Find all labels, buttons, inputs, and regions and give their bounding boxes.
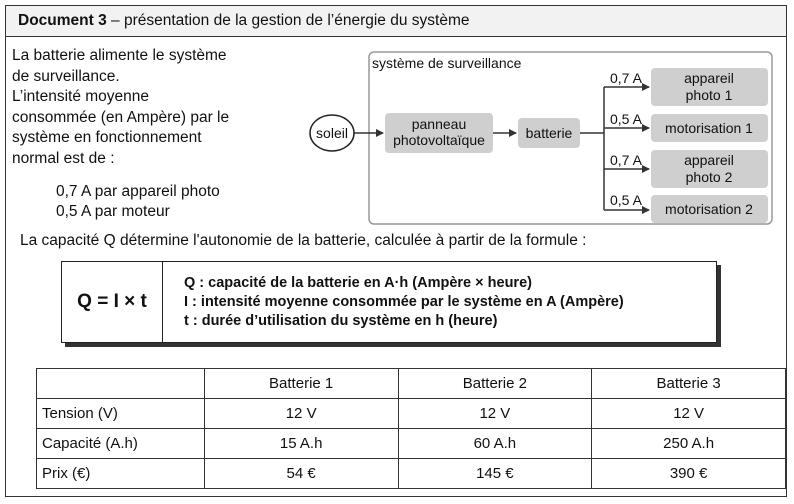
table-cell: 12 V (398, 399, 592, 429)
table-cell: 250 A.h (592, 429, 786, 459)
intro-line: La batterie alimente le système (12, 47, 227, 64)
batterie-label: batterie (525, 125, 573, 141)
table-row (37, 399, 786, 429)
current-label-4: 0,5 A (610, 192, 642, 208)
title-rest: – présentation de la gestion de l’énergie du système (106, 12, 470, 29)
intro-line: système en fonctionnement (12, 129, 202, 146)
header-cell: Batterie 2 (398, 369, 592, 399)
header-cell: Batterie 1 (204, 369, 398, 399)
intro-line: consommée (en Ampère) par le (12, 108, 230, 126)
frame-title: système de surveillance (372, 55, 522, 71)
definition-t: t : durée d’utilisation du système en h (heure) (184, 313, 498, 329)
table-header-row (37, 369, 786, 399)
table-cell: 60 A.h (398, 429, 592, 459)
table-cell: 12 V (204, 399, 398, 429)
soleil-label: soleil (316, 125, 348, 141)
value-photo: 0,7 A par appareil photo (56, 183, 220, 200)
motorisation-2-label: motorisation 2 (665, 201, 753, 217)
table-cell: 15 A.h (204, 429, 398, 459)
intro-line: de surveillance. (12, 67, 120, 85)
table-cell: 145 € (398, 459, 592, 489)
current-label-2: 0,5 A (610, 111, 642, 127)
formula-definitions (184, 274, 624, 331)
table-row (37, 459, 786, 489)
value-motor: 0,5 A par moteur (56, 203, 170, 220)
motorisation-1-label: motorisation 1 (665, 120, 753, 136)
table-cell: 54 € (204, 459, 398, 489)
table-cell: 390 € (592, 459, 786, 489)
row-label: Prix (€) (37, 459, 205, 489)
appareil-photo-2-label-1: appareil (684, 152, 734, 168)
header-cell: Batterie 3 (592, 369, 786, 399)
intro-line: normal est de : (12, 149, 115, 167)
table-cell: 12 V (592, 399, 786, 429)
table-row (37, 429, 786, 459)
battery-table (36, 368, 786, 489)
row-label: Tension (V) (37, 399, 205, 429)
definition-q: Q : capacité de la batterie en A·h (Ampère × heure) (184, 275, 532, 291)
formula-intro: La capacité Q détermine l'autonomie de la batterie, calculée à partir de la formule : (20, 232, 587, 249)
formula-main: Q = I × t (62, 262, 163, 342)
panneau-label-1: panneau (411, 116, 467, 132)
document-frame (5, 5, 787, 497)
energy-diagram (6, 6, 786, 236)
current-label-1: 0,7 A (610, 70, 642, 86)
row-label: Capacité (A.h) (37, 429, 205, 459)
current-label-3: 0,7 A (610, 152, 642, 168)
title-bold: Document 3 (18, 12, 107, 29)
definition-i: I : intensité moyenne consommée par le système en A (Ampère) (184, 294, 624, 310)
appareil-photo-1-label-1: appareil (684, 70, 734, 86)
formula-box (61, 261, 717, 343)
intro-line: L’intensité moyenne (12, 88, 150, 105)
header-cell (37, 369, 205, 399)
panneau-label-2: photovoltaïque (393, 132, 485, 148)
appareil-photo-2-label-2: photo 2 (685, 169, 733, 185)
appareil-photo-1-label-2: photo 1 (685, 87, 733, 103)
